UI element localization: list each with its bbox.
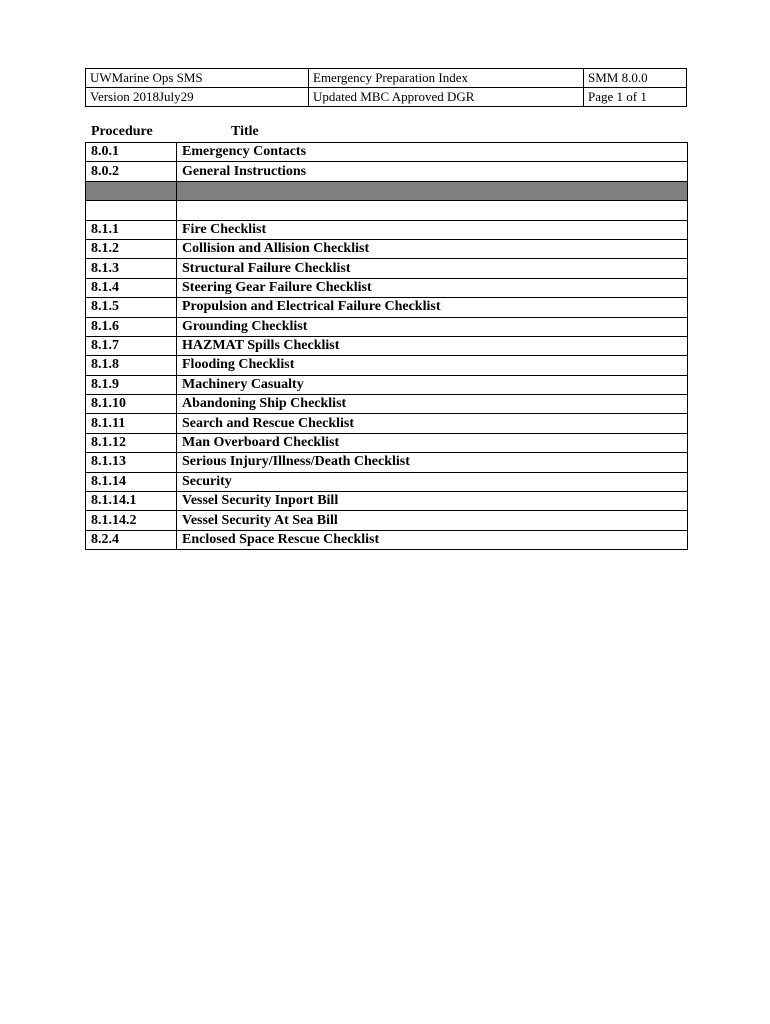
column-headers [85, 124, 686, 142]
procedure-table-body [86, 143, 688, 550]
header-row-top [86, 69, 687, 88]
table-row [86, 220, 688, 239]
procedure-number: 8.1.14.1 [86, 492, 177, 511]
procedure-number: 8.1.5 [86, 298, 177, 317]
table-row [86, 317, 688, 336]
system-name: UWMarine Ops SMS [86, 69, 309, 88]
procedure-number: 8.1.12 [86, 433, 177, 452]
table-row [86, 278, 688, 297]
document-title: Emergency Preparation Index [309, 69, 584, 88]
procedure-number: 8.1.7 [86, 336, 177, 355]
procedure-number: 8.1.4 [86, 278, 177, 297]
blank-cell [86, 201, 177, 220]
divider-cell [86, 181, 177, 200]
procedure-title: Man Overboard Checklist [177, 433, 688, 452]
table-row [86, 298, 688, 317]
procedure-title: Serious Injury/Illness/Death Checklist [177, 453, 688, 472]
section-divider-row [86, 181, 688, 200]
procedure-title: Security [177, 472, 688, 491]
procedure-title: Collision and Allision Checklist [177, 239, 688, 258]
document-code: SMM 8.0.0 [584, 69, 687, 88]
procedure-title: Fire Checklist [177, 220, 688, 239]
procedure-title: Steering Gear Failure Checklist [177, 278, 688, 297]
header-row-bottom [86, 88, 687, 107]
procedure-number: 8.2.4 [86, 530, 177, 549]
procedure-number: 8.1.10 [86, 395, 177, 414]
table-row [86, 336, 688, 355]
table-row [86, 356, 688, 375]
table-row [86, 453, 688, 472]
table-row [86, 143, 688, 162]
procedure-title: Enclosed Space Rescue Checklist [177, 530, 688, 549]
blank-cell [177, 201, 688, 220]
procedure-title: HAZMAT Spills Checklist [177, 336, 688, 355]
procedure-title: Abandoning Ship Checklist [177, 395, 688, 414]
procedure-number: 8.1.13 [86, 453, 177, 472]
procedure-title: Grounding Checklist [177, 317, 688, 336]
divider-cell [177, 181, 688, 200]
table-row [86, 259, 688, 278]
procedure-title: Emergency Contacts [177, 143, 688, 162]
procedure-number: 8.1.6 [86, 317, 177, 336]
procedure-title: Vessel Security At Sea Bill [177, 511, 688, 530]
procedure-number: 8.1.11 [86, 414, 177, 433]
table-row [86, 375, 688, 394]
table-row [86, 530, 688, 549]
table-row [86, 433, 688, 452]
page-number: Page 1 of 1 [584, 88, 687, 107]
procedure-title: Search and Rescue Checklist [177, 414, 688, 433]
procedure-number: 8.1.9 [86, 375, 177, 394]
procedure-number: 8.0.2 [86, 162, 177, 181]
procedure-number: 8.1.8 [86, 356, 177, 375]
procedure-table [85, 142, 688, 550]
table-row [86, 511, 688, 530]
procedure-number: 8.1.14.2 [86, 511, 177, 530]
table-row [86, 472, 688, 491]
procedure-title: Machinery Casualty [177, 375, 688, 394]
procedure-title: General Instructions [177, 162, 688, 181]
procedure-number: 8.1.3 [86, 259, 177, 278]
table-row [86, 395, 688, 414]
approval-label: Updated MBC Approved DGR [309, 88, 584, 107]
procedure-title: Propulsion and Electrical Failure Checklist [177, 298, 688, 317]
procedure-column-header: Procedure [91, 124, 153, 139]
title-column-header: Title [231, 124, 259, 139]
procedure-number: 8.1.14 [86, 472, 177, 491]
procedure-number: 8.0.1 [86, 143, 177, 162]
procedure-title: Flooding Checklist [177, 356, 688, 375]
procedure-number: 8.1.1 [86, 220, 177, 239]
table-row [86, 239, 688, 258]
version-label: Version 2018July29 [86, 88, 309, 107]
procedure-title: Vessel Security Inport Bill [177, 492, 688, 511]
table-row [86, 414, 688, 433]
blank-row [86, 201, 688, 220]
table-row [86, 162, 688, 181]
document-header-table [85, 68, 687, 107]
procedure-title: Structural Failure Checklist [177, 259, 688, 278]
procedure-number: 8.1.2 [86, 239, 177, 258]
table-row [86, 492, 688, 511]
